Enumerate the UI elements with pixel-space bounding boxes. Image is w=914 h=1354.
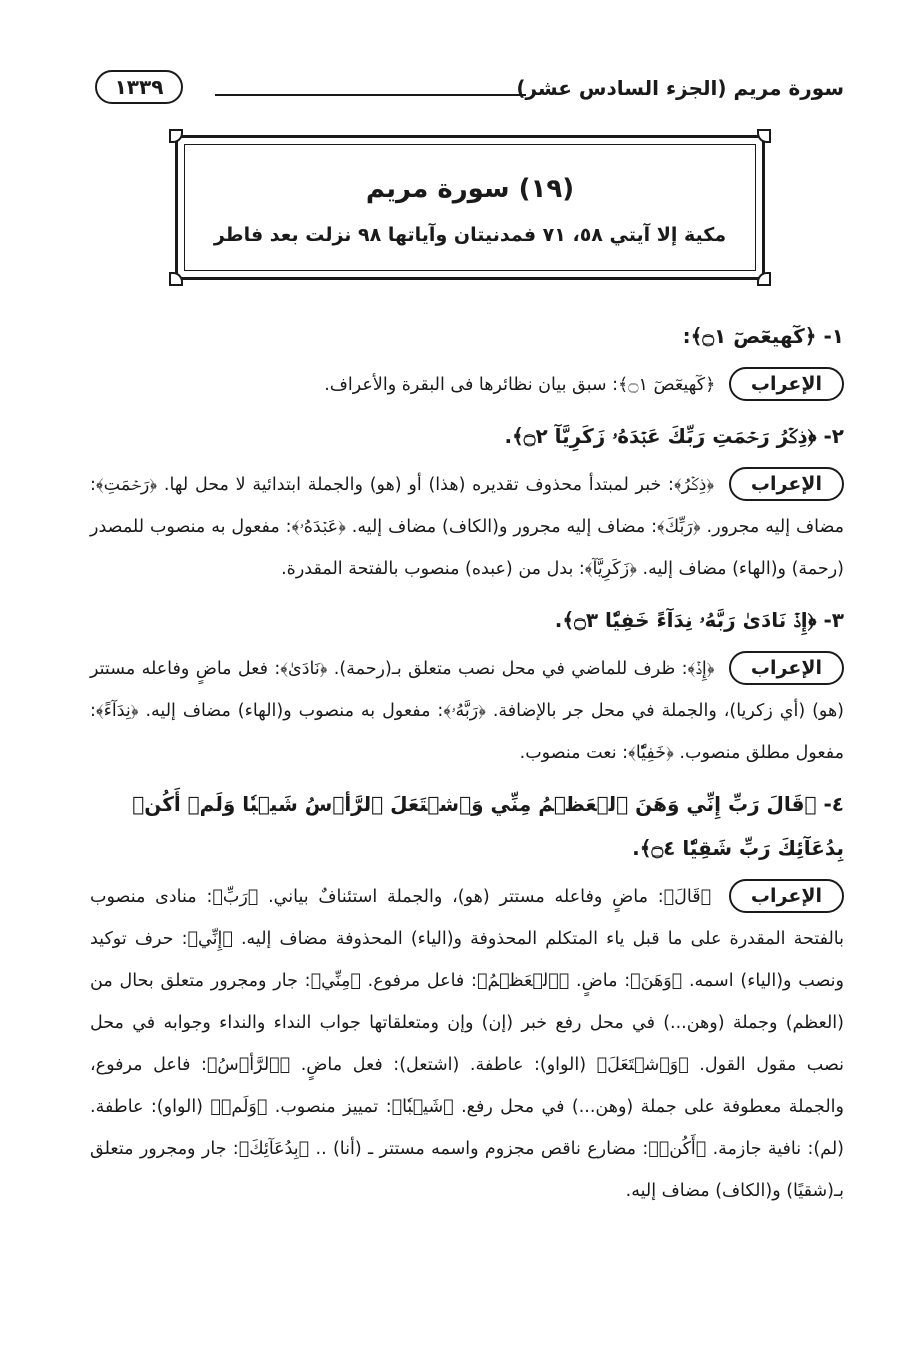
irab-badge: الإعراب <box>729 879 844 913</box>
irab-badge: الإعراب <box>729 651 844 685</box>
verse-2: ٢- ﴿ذِكۡرُ رَحۡمَتِ رَبِّكَ عَبۡدَهُۥ زَكَرِيَّآ ۝٢﴾. <box>504 424 844 448</box>
irab-badge: الإعراب <box>729 367 844 401</box>
verse-4: ٤- ﴿قَالَ رَبِّ إِنِّي وَهَنَ ٱلۡعَظۡمُ مِنِّي وَٱشۡتَعَلَ ٱلرَّأۡسُ شَيۡبٗا وَلَمۡ أَكُنۢ بِدُعَآئِكَ رَبِّ شَقِيّٗا ۝٤﴾. <box>132 792 844 860</box>
header-rule <box>215 94 526 96</box>
frame-corner-ornament <box>169 129 183 143</box>
irab-badge: الإعراب <box>729 467 844 501</box>
running-header-title: سورة مريم (الجزء السادس عشر) <box>516 76 844 100</box>
surah-subtitle: مكية إلا آيتي ٥٨، ٧١ فمدنيتان وآياتها ٩٨ نزلت بعد فاطر <box>213 224 727 246</box>
surah-title-frame-inner <box>184 144 756 271</box>
irab-text: ﴿إِذۡ﴾: ظرف للماضي في محل نصب متعلق بـ(رحمة). ﴿نَادَىٰ﴾: فعل ماضٍ وفاعله مستتر (هو) (أي زكريا)، والجملة في محل جر بالإضافة. ﴿رَبَّهُۥ﴾: مفعول به منصوب و(الهاء) مضاف إليه. ﴿نِدَآءً﴾: مفعول مطلق منصوب. ﴿خَفِيّٗا﴾: نعت منصوب. <box>90 659 844 763</box>
irab-block-4 <box>90 876 844 1212</box>
irab-text: ﴿كٓهيعٓصٓ ۝١﴾: سبق بيان نظائرها فى البقرة والأعراف. <box>324 375 716 395</box>
frame-corner-ornament <box>757 129 771 143</box>
page-number: ١٣٣٩ <box>95 70 183 104</box>
verse-1: ١- ﴿كٓهيعٓصٓ ۝١﴾: <box>682 324 844 348</box>
page-body <box>90 306 844 1216</box>
irab-text: ﴿قَالَ﴾: ماضٍ وفاعله مستتر (هو)، والجملة استئنافٌ بياني. ﴿رَبِّ﴾: منادى منصوب بالفتحة المقدرة على ما قبل ياء المتكلم المحذوفة و(الياء) المحذوفة مضاف إليه. ﴿إِنِّي﴾: حرف توكيد ونصب و(الياء) اسمه. ﴿وَهَنَ﴾: ماضٍ. ﴿ٱلۡعَظۡمُ﴾: فاعل مرفوع. ﴿مِنِّي﴾: جار ومجرور متعلق بحال من (العظم) وجملة (وهن...) في محل رفع خبر (إن) وإن ومتعلقاتها جواب النداء والنداء وجوابه في محل نصب مقول القول. ﴿وَٱشۡتَعَلَ﴾ (الواو): عاطفة. (اشتعل): فعل ماضٍ. ﴿ٱلرَّأۡسُ﴾: فاعل مرفوع، والجملة معطوفة على جملة (وهن...) في محل رفع. ﴿شَيۡبٗا﴾: تمييز منصوب. ﴿وَلَمۡ﴾ (الواو): عاطفة. (لم): نافية جازمة. ﴿أَكُنۢ﴾: مضارع ناقص مجزوم واسمه مستتر ـ (أنا) .. ﴿بِدُعَآئِكَ﴾: جار ومجرور متعلق بـ(شقيًا) و(الكاف) مضاف إليه. <box>90 887 844 1201</box>
surah-title: (١٩) سورة مريم <box>365 174 575 204</box>
verse-3: ٣- ﴿إِذۡ نَادَىٰ رَبَّهُۥ نِدَآءً خَفِيّٗا ۝٣﴾. <box>554 608 844 632</box>
irab-block-3 <box>90 648 844 774</box>
frame-corner-ornament <box>169 272 183 286</box>
irab-block-2 <box>90 464 844 590</box>
frame-corner-ornament <box>757 272 771 286</box>
irab-text: ﴿ذِكۡرُ﴾: خبر لمبتدأ محذوف تقديره (هذا) أو (هو) والجملة ابتدائية لا محل لها. ﴿رَحۡمَتِ﴾: مضاف إليه مجرور. ﴿رَبِّكَ﴾: مضاف إليه مجرور و(الكاف) مضاف إليه. ﴿عَبۡدَهُۥ﴾: مفعول به منصوب للمصدر (رحمة) و(الهاء) مضاف إليه. ﴿زَكَرِيَّآ﴾: بدل من (عبده) منصوب بالفتحة المقدرة. <box>90 475 844 579</box>
surah-title-frame <box>175 135 765 280</box>
page-header <box>95 70 844 110</box>
irab-block-1 <box>90 364 844 406</box>
